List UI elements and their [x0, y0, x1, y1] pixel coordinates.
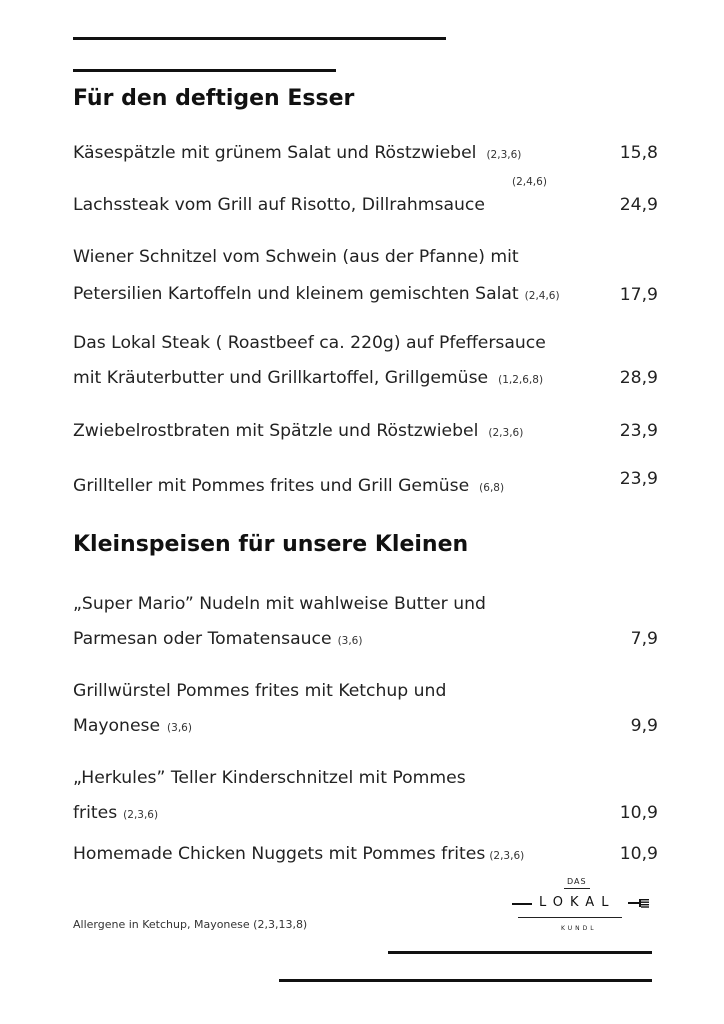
logo-kundl-text: KUNDL — [561, 925, 597, 932]
menu-item-name: „Herkules” Teller Kinderschnitzel mit Pommes — [73, 768, 466, 788]
logo-das-text: DAS — [567, 877, 587, 886]
allergen-codes: (2,4,6) — [512, 176, 547, 188]
allergen-codes: (2,3,6) — [486, 149, 522, 161]
allergen-codes: (1,2,6,8) — [498, 374, 544, 386]
menu-item-name: Zwiebelrostbraten mit Spätzle und Röstzwiebel (2,3,6) — [73, 421, 524, 441]
menu-item-price: 15,8 — [619, 143, 658, 163]
das-lokal-logo — [512, 876, 650, 938]
menu-item-price: 7,9 — [630, 629, 658, 649]
menu-item-price: 10,9 — [619, 844, 658, 864]
allergen-codes: (3,6) — [337, 635, 363, 647]
bottom-rule-2 — [279, 979, 652, 982]
menu-item-name: Grillteller mit Pommes frites und Grill Gemüse (6,8) — [73, 476, 505, 496]
menu-item-name: Das Lokal Steak ( Roastbeef ca. 220g) auf Pfeffersauce — [73, 333, 546, 353]
menu-item-name: „Super Mario” Nudeln mit wahlweise Butter und — [73, 594, 486, 614]
allergen-codes: (2,3,6) — [489, 850, 525, 862]
menu-item-name: Käsespätzle mit grünem Salat und Röstzwiebel (2,3,6) — [73, 143, 522, 163]
logo-divider — [564, 888, 590, 889]
menu-item-price: 23,9 — [619, 421, 658, 441]
menu-item-price: 9,9 — [630, 716, 658, 736]
allergen-codes: (2,3,6) — [123, 809, 159, 821]
allergen-codes: (2,4,6) — [524, 290, 560, 302]
allergen-codes: (3,6) — [167, 722, 192, 734]
menu-item-name: Mayonese (3,6) — [73, 716, 192, 736]
menu-item-price: 17,9 — [619, 285, 658, 305]
logo-lokal-text: LOKAL — [539, 895, 616, 910]
menu-item-name: Parmesan oder Tomatensauce (3,6) — [73, 629, 363, 649]
bottom-rule-1 — [388, 951, 652, 954]
allergen-codes: (2,3,6) — [488, 427, 524, 439]
logo-divider — [518, 917, 622, 918]
menu-item-price: 23,9 — [619, 469, 658, 489]
menu-item-name: Wiener Schnitzel vom Schwein (aus der Pfanne) mit — [73, 247, 519, 267]
menu-item-name: frites (2,3,6) — [73, 803, 159, 823]
top-rule-2 — [73, 69, 336, 72]
menu-item-name: Grillwürstel Pommes frites mit Ketchup und — [73, 681, 447, 701]
section-heading: Kleinspeisen für unsere Kleinen — [73, 532, 469, 557]
section-heading: Für den deftigen Esser — [73, 86, 355, 111]
logo-dash — [512, 903, 532, 905]
menu-item-name: mit Kräuterbutter und Grillkartoffel, Grillgemüse (1,2,6,8) — [73, 368, 544, 388]
menu-item-price: 28,9 — [619, 368, 658, 388]
allergen-footnote: Allergene in Ketchup, Mayonese (2,3,13,8) — [73, 918, 308, 931]
fork-icon — [628, 896, 650, 910]
menu-item-name: Petersilien Kartoffeln und kleinem gemischten Salat (2,4,6) — [73, 284, 560, 304]
menu-item-price: 24,9 — [619, 195, 658, 215]
menu-item-name: Lachssteak vom Grill auf Risotto, Dillrahmsauce — [73, 195, 485, 215]
menu-item-name: Homemade Chicken Nuggets mit Pommes frites (2,3,6) — [73, 844, 525, 864]
top-rule-1 — [73, 37, 446, 40]
menu-item-price: 10,9 — [619, 803, 658, 823]
allergen-codes: (6,8) — [479, 482, 505, 494]
